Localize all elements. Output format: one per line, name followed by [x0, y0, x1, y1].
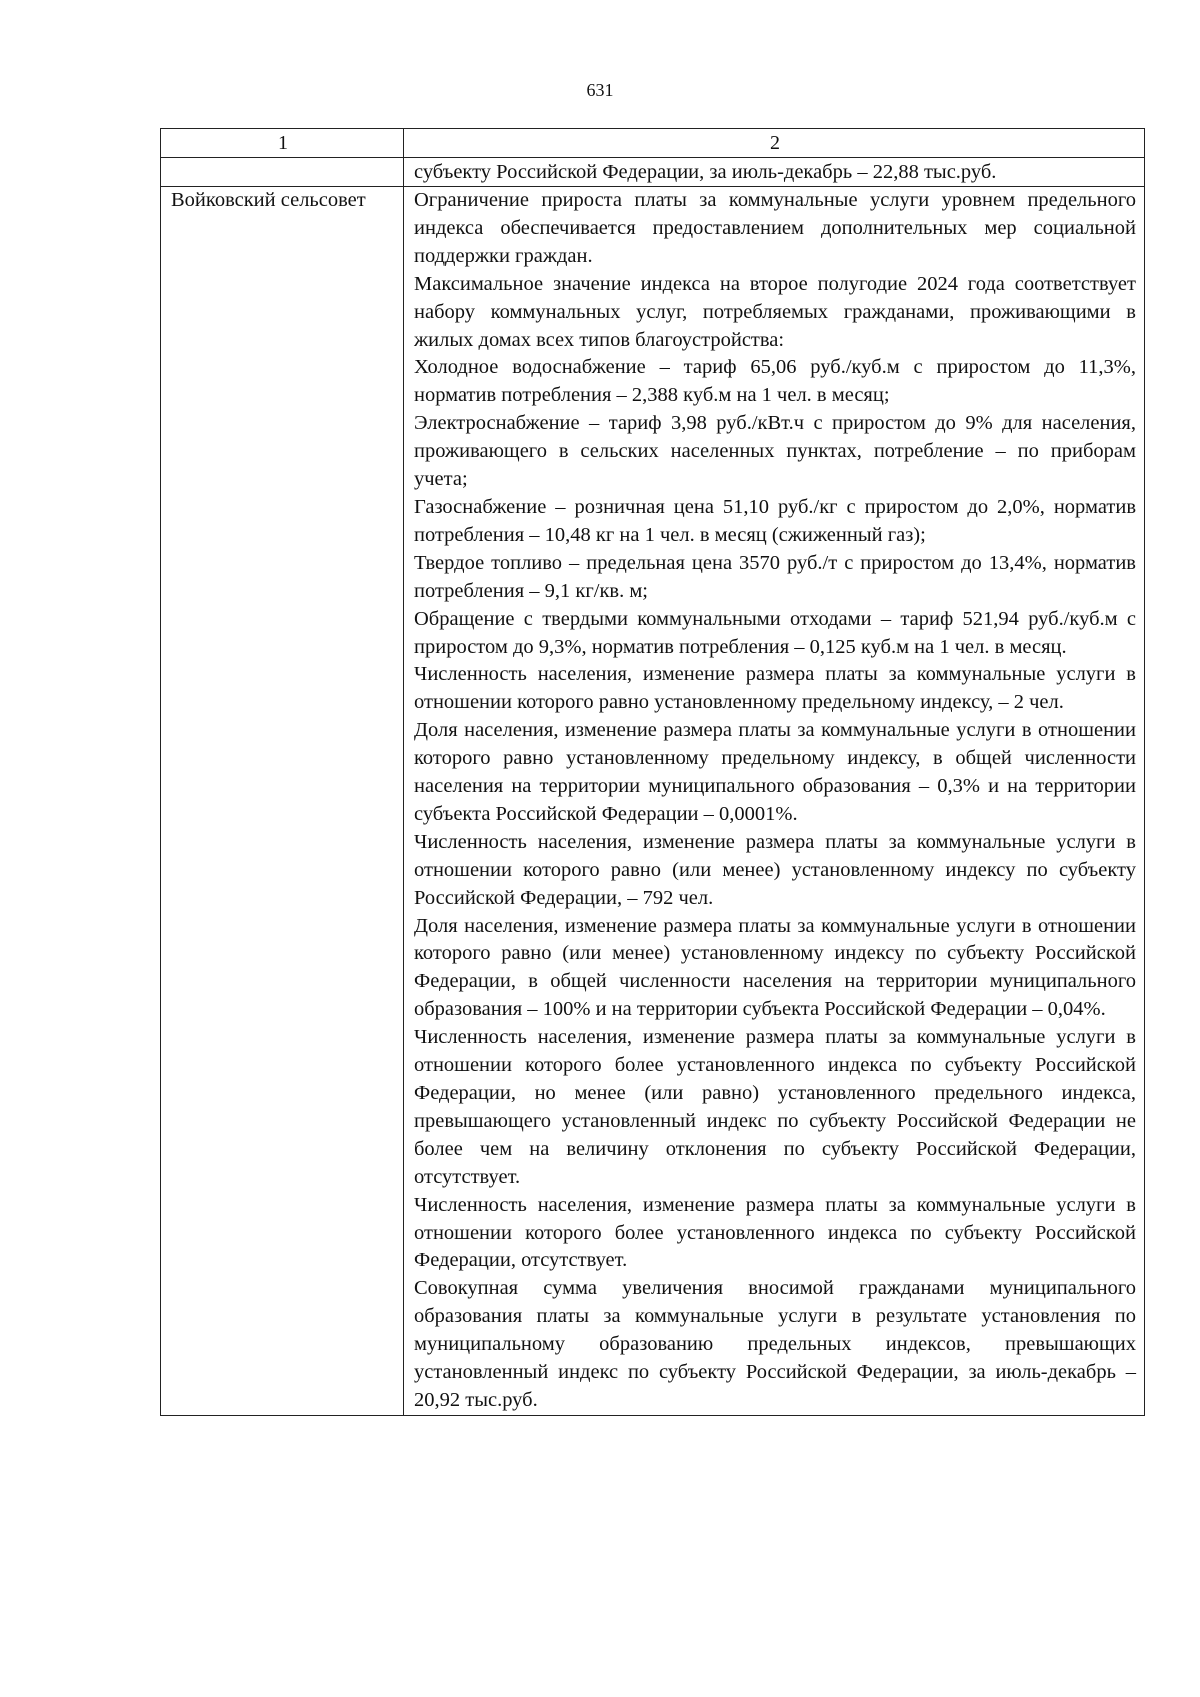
paragraph-solid-fuel: Твердое топливо – предельная цена 3570 руб./т с приростом до 13,4%, норматив потребления – 9,1 кг/кв. м; [414, 551, 1136, 602]
paragraph-cold-water: Холодное водоснабжение – тариф 65,06 руб./куб.м с приростом до 11,3%, норматив потребления – 2,388 куб.м на 1 чел. в месяц; [414, 356, 1136, 407]
table-row-settlement [161, 187, 1145, 1416]
continuation-text: субъекту Российской Федерации, за июль-декабрь – 22,88 тыс.руб. [404, 158, 1145, 187]
page-number: 631 [586, 80, 614, 100]
table-header-row [161, 129, 1145, 158]
paragraph-electricity: Электроснабжение – тариф 3,98 руб./кВт.ч с приростом до 9% для населения, проживающего в сельских населенных пунктах, потребление – по приборам учета; [414, 412, 1136, 491]
paragraph-total-sum: Совокупная сумма увеличения вносимой гражданами муниципального образования платы за коммунальные услуги в результате установления по муниципальному образованию предельных индексов, превышающих установленный индекс по субъекту Российской Федерации, за июль-декабрь – 20,92 тыс.руб. [414, 1277, 1136, 1411]
column-header-1: 1 [161, 129, 404, 158]
paragraph-share-less: Доля населения, изменение размера платы за коммунальные услуги в отношении которого равно (или менее) установленному индексу по субъекту Российской Федерации, в общей численности населения на территории муниципального образования – 100% и на территории субъекта Российской Федерации – 0,04%. [414, 914, 1136, 1021]
paragraph-max-index: Максимальное значение индекса на второе полугодие 2024 года соответствует набору коммунальных услуг, потребляемых гражданами, проживающими в жилых домах всех типов благоустройства: [414, 272, 1136, 351]
paragraph-population-more: Численность населения, изменение размера платы за коммунальные услуги в отношении которого более установленного индекса по субъекту Российской Федерации, отсутствует. [414, 1193, 1136, 1272]
paragraph-gas: Газоснабжение – розничная цена 51,10 руб./кг с приростом до 2,0%, норматив потребления – 10,48 кг на 1 чел. в месяц (сжиженный газ); [414, 495, 1136, 546]
paragraph-limit: Ограничение прироста платы за коммунальные услуги уровнем предельного индекса обеспечивается предоставлением дополнительных мер социальной поддержки граждан. [414, 189, 1136, 267]
paragraph-population-deviation: Численность населения, изменение размера платы за коммунальные услуги в отношении которого более установленного индекса по субъекту Российской Федерации, но менее (или равно) установленного предельного индекса, превышающего установленный индекс по субъекту Российской Федерации не более чем на величину отклонения по субъекту Российской Федерации, отсутствует. [414, 1026, 1136, 1188]
settlement-name: Войковский сельсовет [161, 187, 404, 1416]
paragraph-population-less: Численность населения, изменение размера платы за коммунальные услуги в отношении которого равно (или менее) установленному индексу по субъекту Российской Федерации, – 792 чел. [414, 830, 1136, 909]
paragraph-waste: Обращение с твердыми коммунальными отходами – тариф 521,94 руб./куб.м с приростом до 9,3%, норматив потребления – 0,125 куб.м на 1 чел. в месяц. [414, 607, 1136, 658]
table-row-continuation [161, 158, 1145, 187]
tariff-table [160, 128, 1145, 1416]
empty-cell [161, 158, 404, 187]
paragraph-population-equal: Численность населения, изменение размера платы за коммунальные услуги в отношении которого равно установленному предельному индексу, – 2 чел. [414, 663, 1136, 714]
column-header-2: 2 [404, 129, 1145, 158]
paragraph-share-equal: Доля населения, изменение размера платы за коммунальные услуги в отношении которого равно установленному предельному индексу, в общей численности населения на территории муниципального образования – 0,3% и на территории субъекта Российской Федерации – 0,0001%. [414, 719, 1136, 825]
settlement-description [404, 187, 1145, 1416]
